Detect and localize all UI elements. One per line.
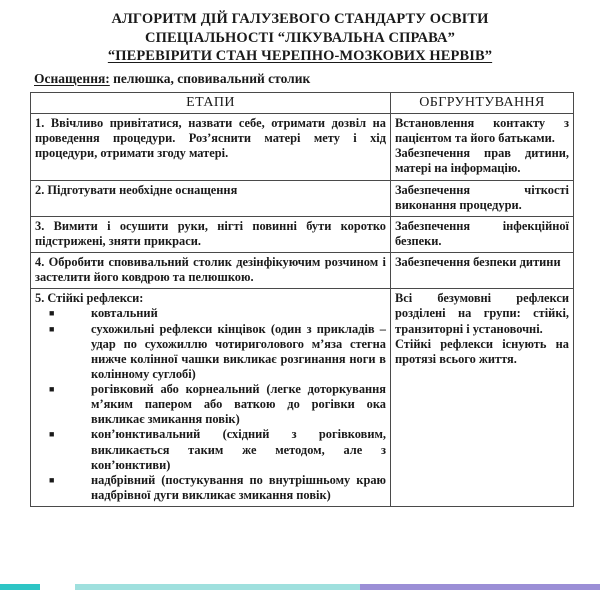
table-header-row: [31, 93, 574, 114]
step-text: 2. Підготувати необхідне оснащення: [35, 182, 238, 197]
bottom-color-strip: [0, 584, 600, 590]
step-text: 4. Обробити сповивальний столик дезінфікуючим розчином і застелити його ковдрою та пелюшкою.: [35, 255, 386, 285]
reflex-list: [35, 306, 386, 503]
equipment-label: Оснащення:: [34, 70, 110, 86]
list-item: [35, 473, 386, 503]
step-intro: 5. Стійкі рефлекси:: [35, 291, 144, 306]
reason-paragraph: Забезпечення прав дитини, матері на інформацію.: [395, 146, 569, 176]
reason-paragraph: Встановлення контакту з пацієнтом та його батьками.: [395, 116, 569, 146]
document-title: [0, 0, 600, 66]
list-item-label: рогівковий або корнеальний (легке доторкування м’яким папером або ваткою до рогівки ока викликає змикання повік): [91, 382, 386, 427]
reason-paragraph: Забезпечення інфекційної безпеки.: [395, 218, 569, 248]
algorithm-table: [30, 92, 574, 507]
table-row: [31, 253, 574, 289]
square-bullet-icon: ■: [49, 308, 55, 319]
reason-paragraph: Всі безумовні рефлекси розділені на групи: стійкі, транзиторні і установочні.: [395, 291, 569, 336]
column-header-reason: ОБГРУНТУВАННЯ: [391, 93, 574, 114]
cell-step: [31, 289, 391, 507]
square-bullet-icon: ■: [49, 474, 55, 485]
square-bullet-icon: ■: [49, 429, 55, 440]
step-text: 3. Вимити і осушити руки, нігті повинні бути коротко підстрижені, зняти прикраси.: [35, 218, 386, 248]
reason-paragraph: Забезпечення безпеки дитини: [395, 255, 561, 270]
title-line-2: СПЕЦІАЛЬНОСТІ “ЛІКУВАЛЬНА СПРАВА”: [145, 29, 455, 46]
list-item: [35, 382, 386, 427]
cell-step: [31, 114, 391, 181]
strip-segment-light-teal: [75, 584, 360, 590]
cell-reason: [391, 216, 574, 252]
cell-step: [31, 216, 391, 252]
table-row: [31, 289, 574, 507]
strip-segment-purple: [360, 584, 600, 590]
cell-step: [31, 180, 391, 216]
list-item-label: надбрівний (постукування по внутрішньому краю надбрівної дуги викликає змикання повік): [91, 472, 386, 502]
cell-reason: [391, 289, 574, 507]
square-bullet-icon: ■: [49, 384, 55, 395]
equipment-line: [34, 71, 600, 87]
title-line-1: АЛГОРИТМ ДІЙ ГАЛУЗЕВОГО СТАНДАРТУ ОСВІТИ: [111, 11, 489, 27]
strip-segment-teal: [0, 584, 40, 590]
list-item: [35, 427, 386, 472]
column-header-steps: ЕТАПИ: [31, 93, 391, 114]
cell-reason: [391, 253, 574, 289]
list-item: [35, 322, 386, 383]
equipment-value: пелюшка, сповивальний столик: [113, 70, 311, 86]
list-item-label: ковтальний: [91, 306, 158, 321]
cell-reason: [391, 180, 574, 216]
step-text: 1. Ввічливо привітатися, назвати себе, отримати дозвіл на проведення процедури. Роз’яснити матері мету і хід процедури, отримати згоду матері.: [35, 116, 386, 161]
list-item-label: кон’юнктивальний (східний з рогівковим, викликається таким же методом, але з кон’юнктиви): [91, 427, 386, 472]
reason-paragraph: Стійкі рефлекси існують на протязі всього життя.: [395, 336, 569, 366]
strip-segment-white: [40, 584, 75, 590]
cell-reason: [391, 114, 574, 181]
list-item-label: сухожильні рефлекси кінцівок (один з прикладів – удар по сухожиллю чотириголового м’яза стегна нижче колінної чашки викликає розгинання ноги в колінному суглобі): [91, 321, 386, 381]
table-row: [31, 180, 574, 216]
cell-step: [31, 253, 391, 289]
square-bullet-icon: ■: [49, 323, 55, 334]
table-row: [31, 114, 574, 181]
list-item: [35, 306, 386, 321]
table-row: [31, 216, 574, 252]
title-line-3: “ПЕРЕВІРИТИ СТАН ЧЕРЕПНО-МОЗКОВИХ НЕРВІВ”: [107, 48, 493, 65]
reason-paragraph: Забезпечення чіткості виконання процедури.: [395, 182, 569, 212]
